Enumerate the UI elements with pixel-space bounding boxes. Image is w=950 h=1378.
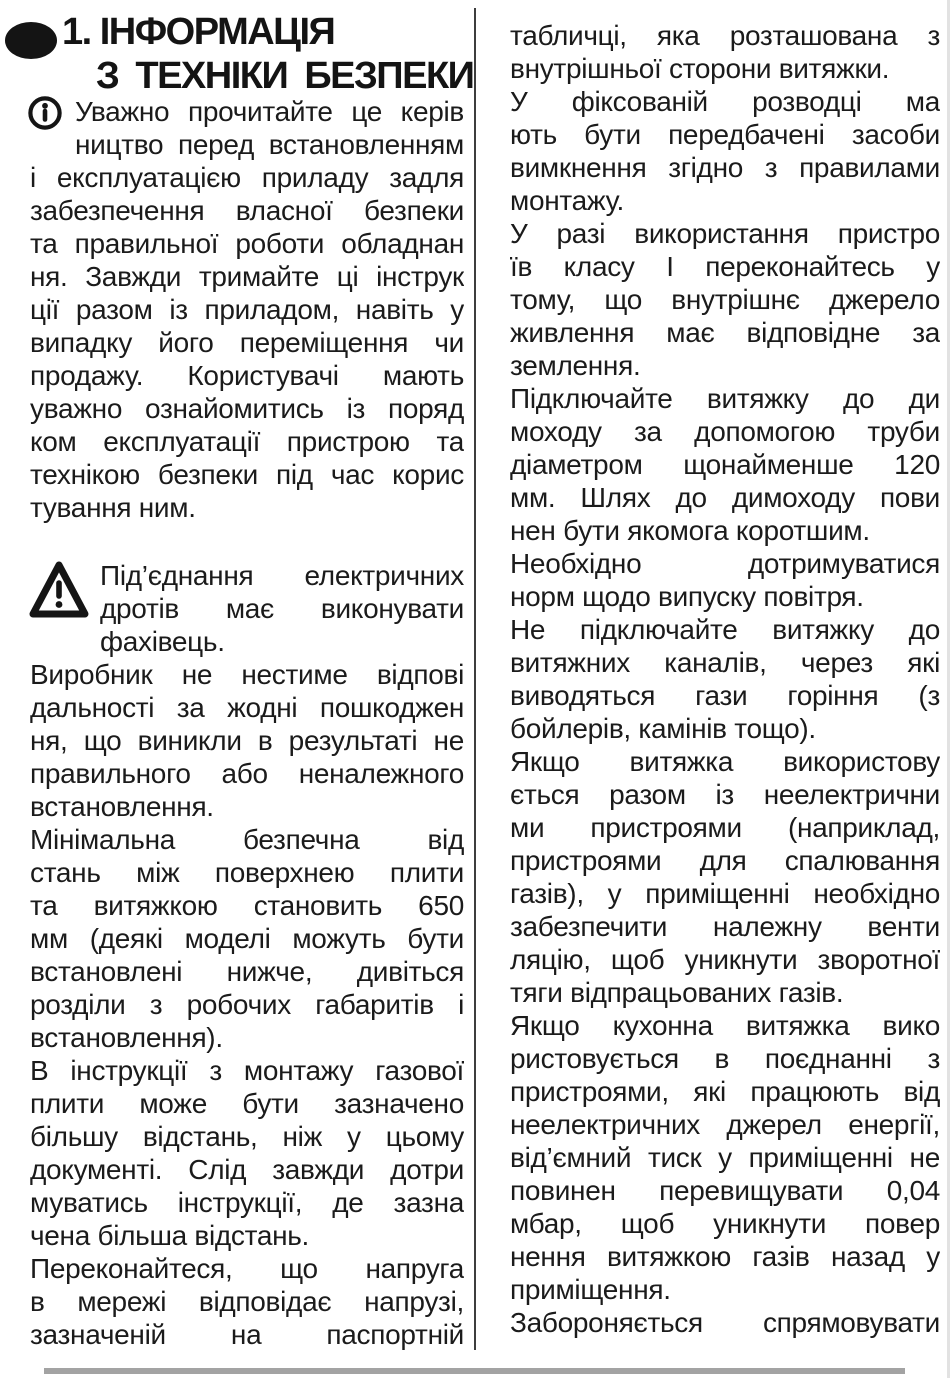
text-line: зазначеній на паспортній <box>30 1319 464 1350</box>
paragraph <box>510 547 940 613</box>
text-line: мм (деякі моделі можуть бути <box>30 923 464 954</box>
right-text-column <box>510 19 940 1339</box>
column-divider-rule <box>474 8 476 1350</box>
text-line: пристроями, які працюють від <box>510 1076 940 1107</box>
text-line: табличці, яка розташована з <box>510 20 940 51</box>
text-line: ком експлуатації пристрою та <box>30 426 464 457</box>
text-line: ють бути передбачені засоби <box>510 119 940 150</box>
text-line: і експлуатацією приладу задля <box>30 162 464 193</box>
paragraph <box>510 19 940 85</box>
text-line: мбар, щоб уникнути повер <box>510 1208 940 1239</box>
warning-paragraph <box>30 559 464 1351</box>
text-line: витяжних каналів, через які <box>510 647 940 678</box>
footer-bar <box>44 1368 905 1374</box>
text-line: правильного або неналежного <box>30 758 464 789</box>
text-line: ми пристроями (наприклад, <box>510 812 940 843</box>
text-line: від’ємний тиск у приміщенні не <box>510 1142 940 1173</box>
text-line: бойлерів, камінів тощо). <box>510 713 816 744</box>
text-line: випадку його переміщення чи <box>30 327 464 358</box>
text-line: та правильної роботи обладнан <box>30 228 464 259</box>
text-line: ляцію, щоб уникнути зворотної <box>510 944 940 975</box>
text-line: забезпечення власної безпеки <box>30 195 464 226</box>
text-line: більшу відстань, ніж у цьому <box>30 1121 464 1152</box>
text-line: В інструкції з монтажу газової <box>30 1055 464 1086</box>
text-line: Забороняється спрямовувати <box>510 1307 940 1338</box>
text-line: забезпечити належну венти <box>510 911 940 942</box>
text-line: виводяться гази горіння (з <box>510 680 940 711</box>
text-line: їв класу I переконайтесь у <box>510 251 940 282</box>
section-heading <box>30 10 474 98</box>
text-line: землення. <box>510 350 641 381</box>
text-line: ристовується в поєднанні з <box>510 1043 940 1074</box>
text-line: У фіксованій розводці ма <box>510 86 940 117</box>
text-line: дротів має виконувати <box>100 593 464 624</box>
text-line: неелектричних джерел енергії, <box>510 1109 940 1140</box>
text-line: уважно ознайомитись із поряд <box>30 393 464 424</box>
text-line: ня. Завжди тримайте ці інструк <box>30 261 464 292</box>
text-line: живлення має відповідне за <box>510 317 940 348</box>
text-line: Виробник не нестиме відпові <box>30 659 464 690</box>
text-line: тування ним. <box>30 492 196 523</box>
text-line: документі. Слід завжди дотри <box>30 1154 464 1185</box>
text-line: Необхідно дотримуватися <box>510 548 940 579</box>
paragraph <box>510 745 940 1009</box>
text-line: продажу. Користувачі мають <box>30 360 464 391</box>
text-line: Мінімальна безпечна від <box>30 824 464 855</box>
text-line: ня, що виникли в результаті не <box>30 725 464 756</box>
text-line: в мережі відповідає напрузі, <box>30 1286 464 1317</box>
text-line: вимкнення згідно з правилами <box>510 152 940 183</box>
text-line: Переконайтеся, що напруга <box>30 1253 464 1284</box>
text-line: пристроями для спалювання <box>510 845 940 876</box>
text-line: монтажу. <box>510 185 624 216</box>
text-line: плити може бути зазначено <box>30 1088 464 1119</box>
text-line: Якщо кухонна витяжка вико <box>510 1010 940 1041</box>
text-line: повинен перевищувати 0,04 <box>510 1175 940 1206</box>
text-line: внутрішньої сторони витяжки. <box>510 53 890 84</box>
text-line: Уважно прочитайте це керів <box>75 96 464 127</box>
text-line: тому, що внутрішнє джерело <box>510 284 940 315</box>
text-line: нен бути якомога коротшим. <box>510 515 870 546</box>
text-line: приміщення. <box>510 1274 671 1305</box>
text-line: Якщо витяжка використову <box>510 746 940 777</box>
text-line: стань між поверхнею плити <box>30 857 464 888</box>
section-bullet-ellipse-icon <box>5 22 57 59</box>
paragraph <box>510 85 940 217</box>
text-line: діаметром щонайменше 120 <box>510 449 940 480</box>
heading-line-1: 1. ІНФОРМАЦІЯ <box>62 11 335 53</box>
paragraph <box>510 613 940 745</box>
paragraph <box>510 217 940 382</box>
text-line: Не підключайте витяжку до <box>510 614 940 645</box>
text-line: У разі використання пристро <box>510 218 940 249</box>
text-line: розділи з робочих габаритів і <box>30 989 464 1020</box>
text-line: ється разом із неелектрични <box>510 779 940 810</box>
text-line: встановлення). <box>30 1022 223 1053</box>
left-text-column <box>30 95 464 1351</box>
intro-paragraph <box>30 95 464 524</box>
warning-icon <box>28 557 90 630</box>
text-line: дальності за жодні пошкоджен <box>30 692 464 723</box>
text-line: мм. Шлях до димоходу пови <box>510 482 940 513</box>
text-line: встановлені нижче, дивіться <box>30 956 464 987</box>
text-line: чена більша відстань. <box>30 1220 310 1251</box>
text-line: газів), у приміщенні необхідно <box>510 878 940 909</box>
text-line: норм щодо випуску повітря. <box>510 581 864 612</box>
text-line: ції разом із приладом, навіть у <box>30 294 464 325</box>
text-line: муватись інструкції, де зазна <box>30 1187 464 1218</box>
text-line: тяги відпрацьованих газів. <box>510 977 844 1008</box>
text-line: Підключайте витяжку до ди <box>510 383 940 414</box>
text-line: нення витяжкою газів назад у <box>510 1241 940 1272</box>
paragraph <box>510 1009 940 1306</box>
heading-line-2: З ТЕХНІКИ БЕЗПЕКИ <box>96 55 474 97</box>
text-line: та витяжкою становить 650 <box>30 890 464 921</box>
text-line: технікою безпеки під час корис <box>30 459 464 490</box>
paragraph <box>510 1306 940 1339</box>
text-line: встановлення. <box>30 791 214 822</box>
text-line: ництво перед встановленням <box>75 129 464 160</box>
text-line: Під’єднання електричних <box>100 560 464 591</box>
text-line: моходу за допомогою труби <box>510 416 940 447</box>
info-icon <box>27 95 63 138</box>
paragraph <box>510 382 940 547</box>
text-line: фахівець. <box>100 626 225 657</box>
